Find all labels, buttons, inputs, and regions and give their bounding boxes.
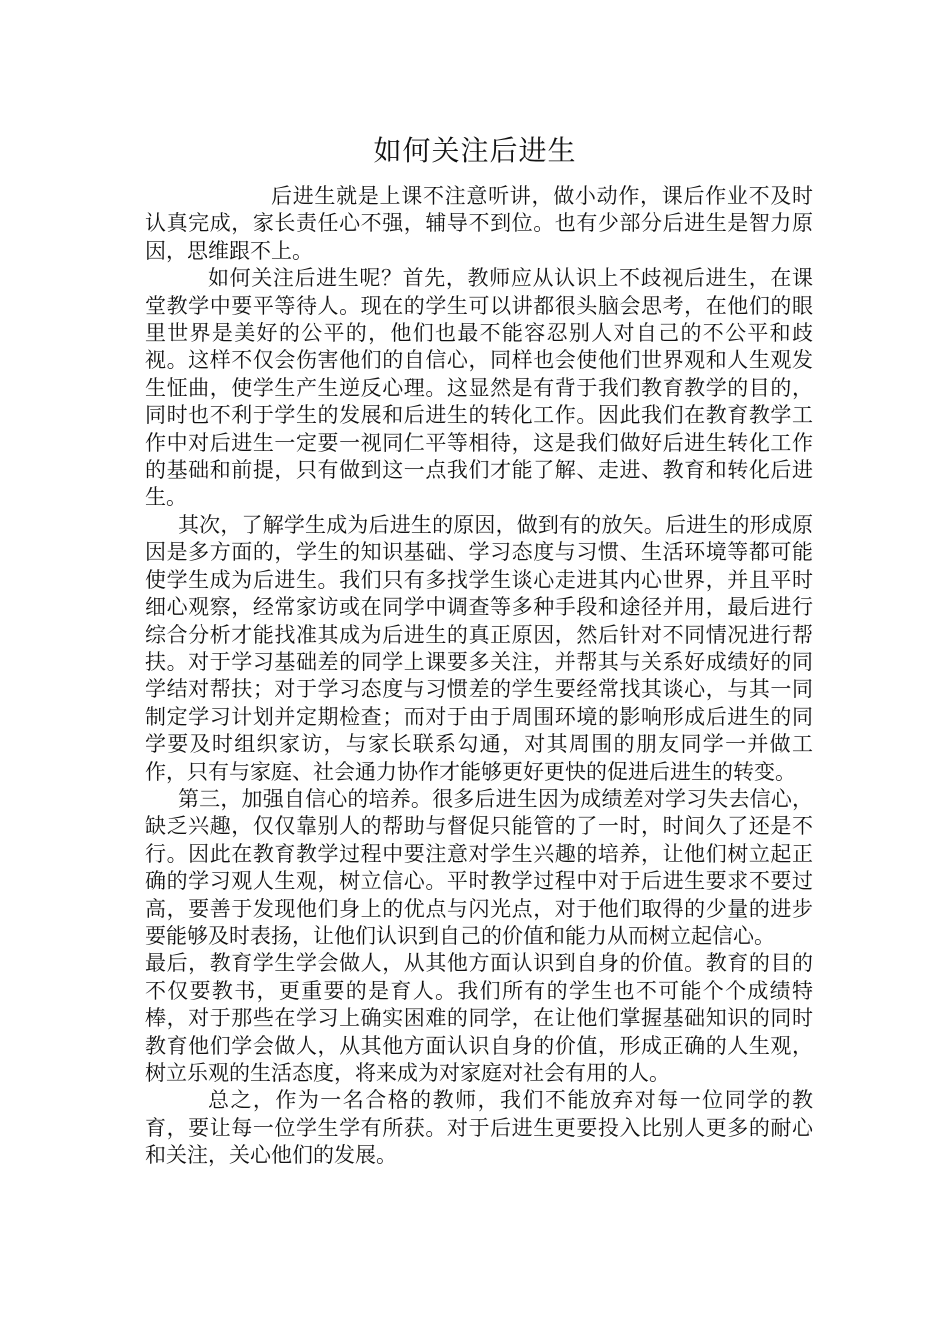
paragraph-last-point: 最后，教育学生学会做人，从其他方面认识到自身的价值。教育的目的不仅要教书，更重要的是育人。我们所有的学生也不可能个个成绩特棒，对于那些在学习上确实困难的同学，在让他们掌握基础知识的同时教育他们学会做人，从其他方面认识自身的价值，形成正确的人生观，树立乐观的生活态度，将来成为对家庭对社会有用的人。 (145, 951, 813, 1085)
paragraph-conclusion: 总之，作为一名合格的教师，我们不能放弃对每一位同学的教育，要让每一位学生学有所获。对于后进生更要投入比别人更多的耐心和关注，关心他们的发展。 (145, 1088, 813, 1168)
paragraph-second-point: 其次，了解学生成为后进生的原因，做到有的放矢。后进生的形成原因是多方面的，学生的知识基础、学习态度与习惯、生活环境等都可能使学生成为后进生。我们只有多找学生谈心走进其内心世界，并且平时细心观察，经常家访或在同学中调查等多种手段和途径并用，最后进行综合分析才能找准其成为后进生的真正原因，然后针对不同情况进行帮扶。对于学习基础差的同学上课要多关注，并帮其与关系好成绩好的同学结对帮扶；对于学习态度与习惯差的学生要经常找其谈心，与其一同制定学习计划并定期检查；而对于由于周围环境的影响形成后进生的同学要及时组织家访，与家长联系勾通，对其周围的朋友同学一并做工作，只有与家庭、社会通力协作才能够更好更快的促进后进生的转变。 (145, 512, 813, 784)
paragraph-first-point: 如何关注后进生呢？首先，教师应从认识上不歧视后进生，在课堂教学中要平等待人。现在的学生可以讲都很头脑会思考，在他们的眼里世界是美好的公平的，他们也最不能容忍别人对自己的不公平和歧视。这样不仅会伤害他们的自信心，同样也会使他们世界观和人生观发生怔曲，使学生产生逆反心理。这显然是有背于我们教育教学的目的，同时也不利于学生的发展和后进生的转化工作。因此我们在教育教学工作中对后进生一定要一视同仁平等相待，这是我们做好后进生转化工作的基础和前提，只有做到这一点我们才能了解、走进、教育和转化后进生。 (145, 266, 813, 510)
paragraph-third-point: 第三，加强自信心的培养。很多后进生因为成绩差对学习失去信心，缺乏兴趣，仅仅靠别人的帮助与督促只能管的了一时，时间久了还是不行。因此在教育教学过程中要注意对学生兴趣的培养，让他们树立起正确的学习观人生观，树立信心。平时教学过程中对于后进生要求不要过高，要善于发现他们身上的优点与闪光点，对于他们取得的少量的进步要能够及时表扬，让他们认识到自己的价值和能力从而树立起信心。 (145, 786, 813, 948)
document-title: 如何关注后进生 (373, 134, 577, 167)
paragraph-intro: 后进生就是上课不注意听讲，做小动作，课后作业不及时认真完成，家长责任心不强，辅导不到位。也有少部分后进生是智力原因，思维跟不上。 (145, 184, 813, 263)
document-body (145, 183, 813, 1170)
